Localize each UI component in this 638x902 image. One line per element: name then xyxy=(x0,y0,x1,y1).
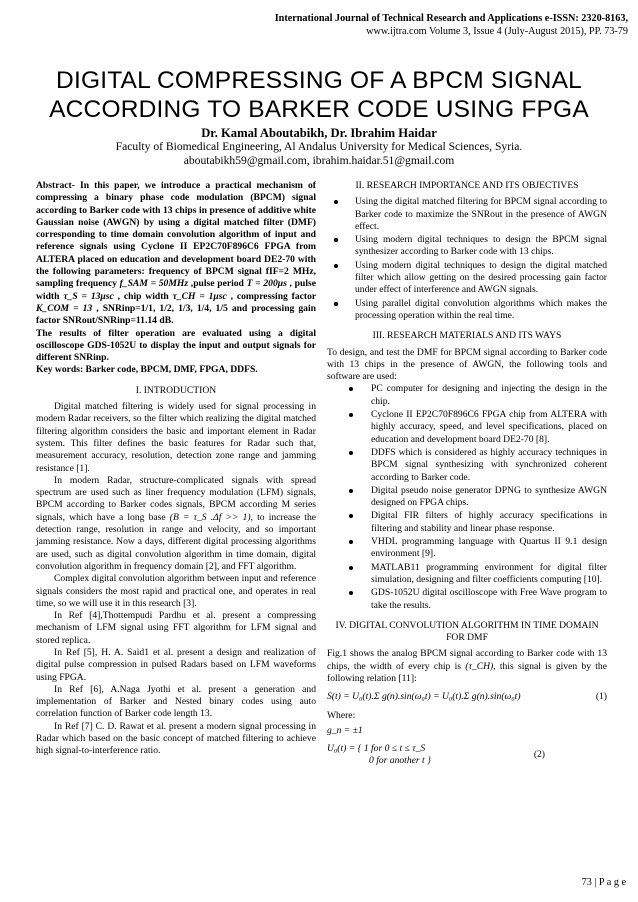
title-line-1: DIGITAL COMPRESSING OF A BPCM SIGNAL xyxy=(56,67,582,94)
abstract-math-chip-width: τ_CH = 1μsc xyxy=(172,290,227,302)
convolution-text-a: Fig.1 shows the analog BPCM signal according to Barker code with 13 chips, the width of every chip is xyxy=(327,648,607,672)
intro-paragraph-6: In Ref [6], A.Naga Jyothi et al. present a generation and implementation of Barker and Nested binary codes using auto correlation function of Barker code length 13. xyxy=(36,683,316,720)
bullet-icon xyxy=(349,566,353,570)
section-heading-convolution: IV. DIGITAL CONVOLUTION ALGORITHM IN TIME DOMAIN FOR DMF xyxy=(335,619,599,644)
author-block xyxy=(20,126,618,168)
list-item xyxy=(327,383,607,408)
list-item xyxy=(327,409,607,446)
list-item-text: Digital FIR filters of highly accuracy specifications in filtering and stability and linear phase response. xyxy=(371,510,607,534)
intro-paragraph-4: In Ref [4],Thottempudi Pardhu et al. present a compressing mechanism of LFM signal using FFT algorithm for LFM signal and stored replica. xyxy=(36,610,316,646)
equation-2-number: (2) xyxy=(533,749,545,761)
section-heading-introduction: I. INTRODUCTION xyxy=(135,384,217,396)
list-item xyxy=(327,260,607,297)
abstract-text-4: , chip width xyxy=(117,290,169,302)
list-item-text: Cyclone II EP2C70F896C6 FPGA chip from ALTERA with highly accuracy, speed, and level specifications, placed on education and development board DE2-70 [8]. xyxy=(371,409,607,445)
abstract-results: The results of filter operation are evaluated using a digital oscilloscope GDS-1052U to display the input and output signals for different SNRinp. xyxy=(36,327,316,364)
section-heading-materials: III. RESEARCH MATERIALS AND ITS WAYS xyxy=(372,330,562,342)
abstract-text-5: , compressing factor xyxy=(230,290,316,302)
equation-1 xyxy=(327,691,607,703)
author-emails: aboutabikh59@gmail.com, ibrahim.haidar.51@gmail.com xyxy=(183,154,455,167)
abstract-math-pulse-width: τ_S = 13μsc xyxy=(63,290,114,302)
intro-paragraph-1: Digital matched filtering is widely used for signal processing in modern Radar receivers, so the filter which realizing the digital matched filtering algorithm considers the basic and important element in Radar system. This filter defines the basic features for Radar such that, measurement accuracy, resolution, detection zone range and jamming resistance [1]. xyxy=(36,401,316,474)
objectives-list xyxy=(327,196,607,322)
equation-2-line-1: U₀(t) = { 1 for 0 ≤ t ≤ τ_S xyxy=(327,743,426,755)
keywords: Key words: Barker code, BPCM, DMF, FPGA, DDFS. xyxy=(36,364,258,376)
list-item-text: Using modern digital techniques to design the BPCM signal synthesizer according to Barker code with 13 chips. xyxy=(355,234,607,258)
bullet-icon xyxy=(349,540,353,544)
intro-paragraph-3: Complex digital convolution algorithm between input and reference signals considers the most rapid and practical one, and operates in real time, so we will use it in this research [3]. xyxy=(36,573,316,609)
equation-2 xyxy=(327,743,607,768)
list-item xyxy=(327,298,607,323)
convolution-text-b: , this signal is given by the following relation [11]: xyxy=(327,660,607,684)
bullet-icon xyxy=(334,238,338,242)
list-item xyxy=(327,536,607,561)
bullet-icon xyxy=(349,387,353,391)
abstract-math-fsam: f_SAM = 50MHz xyxy=(119,278,189,290)
page-footer: 73 | P a g e xyxy=(581,877,626,888)
abstract-math-kcom: K_COM = 13 xyxy=(36,302,93,314)
intro-paragraph-5: In Ref [5], H. A. Said1 et al. present a design and realization of digital pulse compression in pulsed Radars based on LFM waveforms using FPGA. xyxy=(36,646,316,683)
list-item-text: Using the digital matched filtering for BPCM signal according to Barker code to maximize the SNRout in the presence of AWGN effect. xyxy=(355,196,607,232)
bullet-icon xyxy=(349,451,353,455)
abstract-text-3: , pulse width xyxy=(36,278,316,302)
bullet-icon xyxy=(349,591,353,595)
intro-paragraph-2 xyxy=(36,475,316,573)
list-item-text: Digital pseudo noise generator DPNG to synthesize AWGN designed on FPGA chips. xyxy=(371,484,607,509)
journal-name: International Journal of Technical Research and Applications e-ISSN: 2320-8163, xyxy=(274,13,628,24)
list-item xyxy=(327,196,607,233)
list-item xyxy=(327,562,607,587)
list-item-text: VHDL programming language with Quartus II 9.1 design environment [9]. xyxy=(371,536,607,560)
list-item-text: Using modern digital techniques to design the digital matched filter which allow getting on the desired processing gain factor under effect of interference and AWGN signals. xyxy=(355,259,607,296)
list-item-text: PC computer for designing and injecting the design in the chip. xyxy=(371,383,607,407)
paper-title xyxy=(20,66,618,124)
journal-header xyxy=(28,12,628,38)
journal-issue: www.ijtra.com Volume 3, Issue 4 (July-August 2015), PP. 73-79 xyxy=(366,26,628,37)
list-item xyxy=(327,510,607,535)
bullet-icon xyxy=(349,489,353,493)
right-column xyxy=(327,180,607,774)
title-line-2: ACCORDING TO BARKER CODE USING FPGA xyxy=(49,96,589,123)
abstract-math-period: T = 200μs xyxy=(246,278,287,290)
list-item-text: MATLAB11 programming environment for digital filter simulation, designing and filter coefficients computing [10]. xyxy=(371,561,607,585)
list-item-text: DDFS which is considered as highly accuracy techniques in BPCM signal synthesizing with synchronized coherent according to Barker code. xyxy=(371,446,607,483)
convolution-paragraph xyxy=(327,648,607,685)
materials-intro: To design, and test the DMF for BPCM signal according to Barker code with 13 chips in the presence of AWGN, the following tools and software are used: xyxy=(327,346,607,383)
equation-1-number: (1) xyxy=(595,691,607,703)
author-names: Dr. Kamal Aboutabikh, Dr. Ibrahim Haidar xyxy=(201,126,437,140)
list-item-text: Using parallel digital convolution algorithms which makes the processing operation within the real time. xyxy=(355,297,607,321)
convolution-math-chip: (τ_CH) xyxy=(465,660,494,672)
list-item xyxy=(327,234,607,259)
abstract xyxy=(36,180,316,377)
list-item xyxy=(327,587,607,612)
list-item xyxy=(327,485,607,510)
abstract-text-2: ,pulse period xyxy=(190,278,244,290)
intro-paragraph-2b: , to increase the detection range, resolution in range and velocity, and so important jamming resistance. Now a days, different digital processing algorithms are used, such as digital convolution algorithm in time domain, digital convolution algorithm in frequency domain [2], and FFT algorithm. xyxy=(36,511,317,572)
materials-list xyxy=(327,383,607,611)
intro-paragraph-7: In Ref [7] C. D. Rawat et al. present a modern signal processing in Radar which based on the basic concept of matched filtering to achieve high signal-to-interference ratio. xyxy=(36,720,316,757)
list-item xyxy=(327,447,607,484)
author-affiliation: Faculty of Biomedical Engineering, Al Andalus University for Medical Sciences, Syria. xyxy=(115,140,523,153)
abstract-text: Abstract- In this paper, we introduce a practical mechanism of compressing a binary phase code modulation (BPCM) signal according to Barker code with 13 chips in presence of additive white Gaussian noise (AWGN) by using a digital matched filter (DMF) corresponding to time domain convolution algorithm of input and reference signals using Cyclone II EP2C70F896C6 FPGA from ALTERA placed on education and development board DE2-70 with the following parameters: frequency of BPCM signal fIF=2 MHz, sampling frequency xyxy=(36,180,316,290)
bullet-icon xyxy=(334,302,338,306)
list-item-text: GDS-1052U digital oscilloscope with Free Wave program to take the results. xyxy=(371,587,607,611)
bullet-icon xyxy=(349,514,353,518)
bullet-icon xyxy=(334,200,338,204)
equation-1-body: S(t) = U₀(t).Σ g(n).sin(ω₀t) = U₀(t).Σ g(n).sin(ω₀t) xyxy=(327,691,521,703)
where-label: Where: xyxy=(327,709,356,721)
equation-g: g_n = ±1 xyxy=(327,724,363,736)
intro-math-base: (B = τ_S .Δf >> 1) xyxy=(169,511,251,523)
bullet-icon xyxy=(334,264,338,268)
left-column xyxy=(36,180,316,758)
abstract-text-6: , SNRinp=1/1, 1/2, 1/3, 1/4, 1/5 and processing gain factor SNRout/SNRinp=11.14 dB. xyxy=(36,302,316,327)
intro-paragraph-2a: In modern Radar, structure-complicated signals with spread spectrum are used such as liner frequency modulation (LFM) signals, BPCM according to Barker codes signals, BPCM according M series signals, which have a long base xyxy=(36,474,316,523)
equation-2-line-2: 0 for another t } xyxy=(369,755,431,767)
bullet-icon xyxy=(349,413,353,417)
section-heading-objectives: II. RESEARCH IMPORTANCE AND ITS OBJECTIVES xyxy=(355,180,579,191)
